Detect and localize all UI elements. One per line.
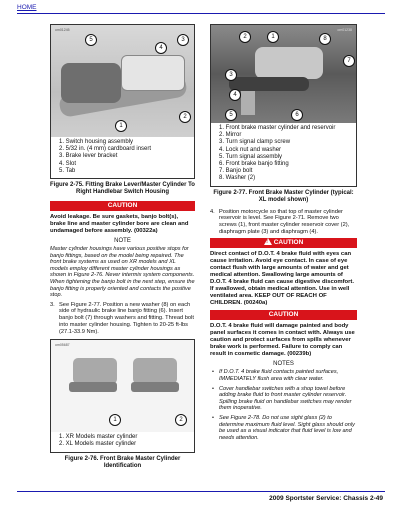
callout-7: 7 <box>343 55 355 67</box>
xr-clamp-shape <box>69 382 117 392</box>
figure-legend <box>51 432 194 451</box>
reservoir-shape <box>255 47 323 79</box>
step-text: See Figure 2-77. Position a new washer (8) on each side of hydraulic brake line banjo fitting (6). Insert banjo bolt (7) through washers and fitting. Thread bolt into master cylinder housing. Tighten to 20-25 ft-lbs (27.1-33.9 Nm). <box>59 301 194 335</box>
step-text: Position motorcycle so that top of master cylinder reservoir is level. See Figure 2-71. Remove two screws (1), front master cylinder reservoir cover (2), diaphragm plate (3) and diaphragm (4). <box>219 208 350 235</box>
caution-banner <box>210 238 357 248</box>
legend-item: 1. XR Models master cylinder <box>59 434 138 441</box>
note-item: • See Figure 2-78. Do not use sight glass (2) to determine maximum fluid level. Sight glass should only be used as a visual indicator that fluid level is low and needs attention. <box>210 415 357 441</box>
notes-heading: NOTES <box>273 361 294 368</box>
photo-id: om05687 <box>55 343 70 348</box>
xr-cylinder-shape <box>73 358 117 384</box>
caution-text: D.O.T. 4 brake fluid will damage painted and body panel surfaces it comes in contact with. Always use caution and protect surfaces from spills whenever brake work is performed. Failure to comply can result in cosmetic damage. (00239b) <box>210 323 355 358</box>
callout-1: 1 <box>109 414 121 426</box>
callout-2: 2 <box>239 31 251 43</box>
switch-housing-photo <box>51 25 194 137</box>
caution-text: Avoid leakage. Be sure gaskets, banjo bolt(s), brake line and master cylinder bore are clean and undamaged before assembly. (00322a) <box>50 214 189 235</box>
header-rule <box>17 13 385 14</box>
caution-banner: CAUTION <box>210 310 357 320</box>
bracket-shape <box>121 55 185 91</box>
turn-signal-shape <box>241 91 255 115</box>
callout-5: 5 <box>85 34 97 46</box>
note-item: • Cover handlebar switches with a shop towel before adding brake fluid to front master cylinder reservoir. Spilling brake fluid on handlebar switches may render them inoperative. <box>210 386 357 412</box>
photo-id: om01238 <box>337 28 352 32</box>
legend-item: 5. Turn signal assembly <box>219 153 283 160</box>
figure-caption: Figure 2-76. Front Brake Master Cylinder Identification <box>64 455 181 469</box>
figure-legend <box>51 137 194 178</box>
home-link[interactable]: HOME <box>17 4 37 11</box>
left-column <box>50 24 195 475</box>
legend-item: 2. XL Models master cylinder <box>59 441 137 448</box>
note-heading: NOTE <box>114 238 131 245</box>
switch-housing-shape <box>61 63 121 103</box>
legend-item: 1. Front brake master cylinder and reservoir <box>219 125 336 131</box>
callout-8: 8 <box>319 33 331 45</box>
legend-item: 8. Washer (2) <box>219 175 256 182</box>
callout-2: 2 <box>179 111 191 123</box>
warning-icon <box>264 238 272 245</box>
callout-3: 3 <box>225 69 237 81</box>
legend-item: 4. Lock nut and washer <box>219 146 282 153</box>
legend-item: 4. Slot <box>59 160 77 167</box>
legend-item: 3. Brake lever bracket <box>59 153 118 160</box>
clamp-shape <box>229 77 309 91</box>
front-brake-photo <box>211 25 356 123</box>
legend-item: 5. Tab <box>59 167 76 174</box>
right-column <box>210 24 357 444</box>
legend-item: 2. Mirror <box>219 132 242 139</box>
legend-item: 2. 5/32 in. (4 mm) cardboard insert <box>59 146 152 153</box>
callout-3: 3 <box>177 34 189 46</box>
notes-list <box>210 369 357 441</box>
callout-4: 4 <box>155 42 167 54</box>
note-text: Master cylinder housings have various positive stops for banjo fittings, based on the model being repaired. The front brake systems as used on XR models and XL models employ different master cylinder housings as shown in Figure 2-76. Never intermix system components. When tightening the banjo bolt in the next step, ensure the banjo fitting is properly oriented and contacts the positive stop. <box>50 246 195 299</box>
figure-2-77 <box>210 24 357 187</box>
callout-6: 6 <box>291 109 303 121</box>
page-footer: 2009 Sportster Service: Chassis 2-49 <box>269 495 383 502</box>
footer-rule <box>17 491 385 492</box>
caution-text: Direct contact of D.O.T. 4 brake fluid with eyes can cause irritation. Avoid eye contact. In case of eye contact flush with large amounts of water and get medical attention. Swallowing large amounts of D.O.T. 4 brake fluid can cause digestive discomfort. If swallowed, obtain medical attention. Use in well ventilated area. KEEP OUT OF REACH OF CHILDREN. (00240a) <box>210 251 355 307</box>
photo-id: om01245 <box>55 28 70 32</box>
master-cylinder-photo <box>51 340 194 432</box>
note-item: • If D.O.T. 4 brake fluid contacts painted surfaces, IMMEDIATELY flush area with clear water. <box>210 369 357 382</box>
callout-1: 1 <box>267 31 279 43</box>
step-4 <box>210 209 357 236</box>
xl-clamp-shape <box>131 382 179 392</box>
figure-legend <box>211 123 356 186</box>
step-number: 4. <box>210 208 215 215</box>
xl-cylinder-shape <box>133 358 177 384</box>
step-number: 3. <box>50 301 55 308</box>
callout-4: 4 <box>229 89 241 101</box>
step-3 <box>50 302 195 336</box>
legend-item: 1. Switch housing assembly <box>59 139 134 145</box>
caution-title: CAUTION <box>273 239 304 247</box>
callout-5: 5 <box>225 109 237 121</box>
figure-2-76 <box>50 339 195 452</box>
caution-banner: CAUTION <box>50 201 195 211</box>
legend-item: 7. Banjo bolt <box>219 168 253 175</box>
legend-item: 6. Front brake banjo fitting <box>219 161 289 168</box>
figure-caption: Figure 2-77. Front Brake Master Cylinder (typical: XL model shown) <box>213 189 354 203</box>
callout-1: 1 <box>115 120 127 132</box>
figure-2-75 <box>50 24 195 179</box>
callout-2: 2 <box>175 414 187 426</box>
legend-item: 3. Turn signal clamp screw <box>219 139 291 146</box>
figure-caption: Figure 2-75. Fitting Brake Lever/Master Cylinder To Right Handlebar Switch Housing <box>50 182 195 196</box>
